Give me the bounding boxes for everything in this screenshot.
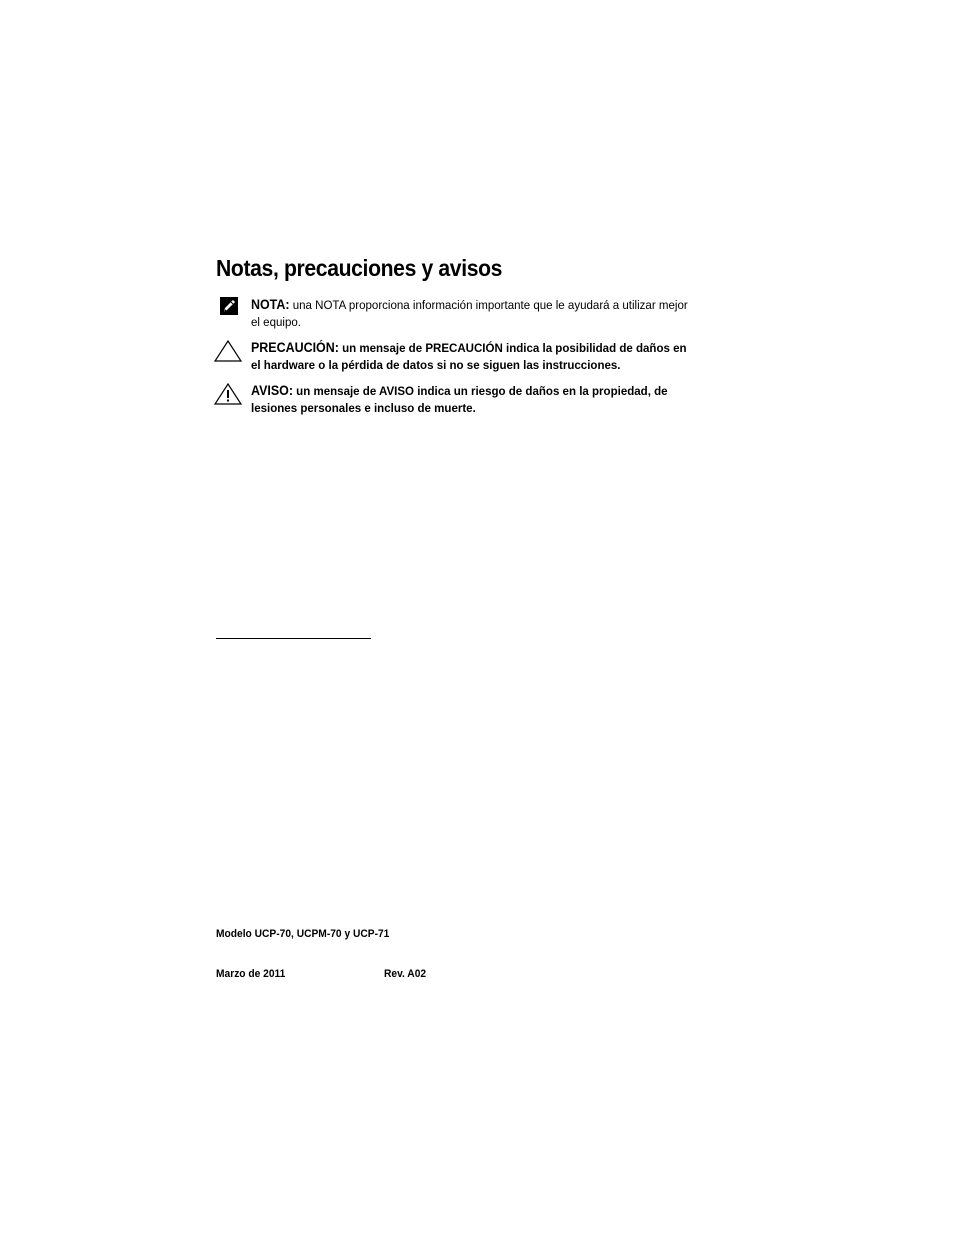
caution-triangle-icon [214,339,242,363]
warning-label: AVISO: [251,383,293,398]
warning-body: un mensaje de AVISO indica un riesgo de daños en la propiedad, de lesiones personales e incluso de muerte. [251,384,668,415]
date-line: Marzo de 2011 [216,968,286,980]
revision-line: Rev. A02 [384,968,427,980]
warning-text [251,382,688,417]
note-body: una NOTA proporciona información importante que le ayudará a utilizar mejor el equipo. [251,298,688,329]
page-title: Notas, precauciones y avisos [216,255,503,281]
caution-text [251,339,688,374]
note-label: NOTA: [251,297,290,312]
note-text [251,296,688,331]
model-line: Modelo UCP-70, UCPM-70 y UCP-71 [216,928,390,940]
warning-triangle-icon [214,382,242,406]
caution-body: un mensaje de PRECAUCIÓN indica la posibilidad de daños en el hardware o la pérdida de datos si no se siguen las instrucciones. [251,341,687,372]
caution-label: PRECAUCIÓN: [251,340,339,355]
pencil-note-icon [214,296,242,320]
footnote-divider [216,638,371,639]
